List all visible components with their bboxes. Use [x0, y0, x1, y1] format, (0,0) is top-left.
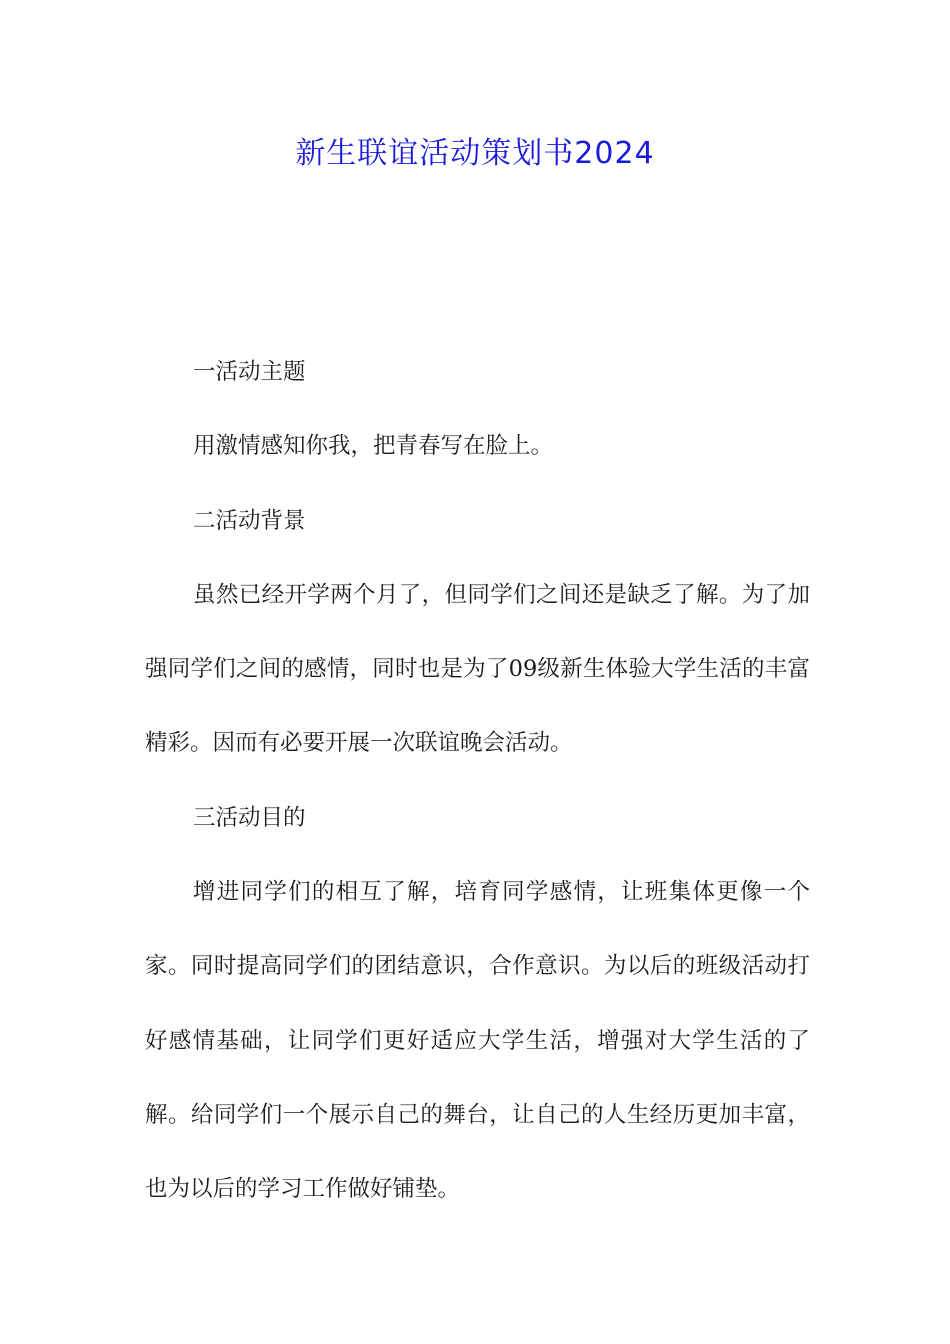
document-body — [145, 335, 810, 1227]
section-heading-background: 二活动背景 — [193, 507, 306, 534]
section-heading-theme: 一活动主题 — [193, 359, 306, 385]
section-heading-purpose: 三活动目的 — [193, 804, 306, 831]
paragraph-background: 虽然已经开学两个月了，但同学们之间还是缺乏了解。为了加强同学们之间的感情，同时也是为了09级新生体验大学生活的丰富精彩。因而有必要开展一次联谊晚会活动。 — [145, 581, 810, 757]
paragraph-purpose: 增进同学们的相互了解，培育同学感情，让班集体更像一个家。同时提高同学们的团结意识，合作意识。为以后的班级活动打好感情基础，让同学们更好适应大学生活，增强对大学生活的了解。给同学们一个展示自己的舞台，让自己的人生经历更加丰富，也为以后的学习工作做好铺垫。 — [145, 879, 810, 1203]
paragraph-theme: 用激情感知你我，把青春写在脸上。 — [193, 433, 554, 460]
document-title: 新生联谊活动策划书2024 — [295, 136, 655, 171]
